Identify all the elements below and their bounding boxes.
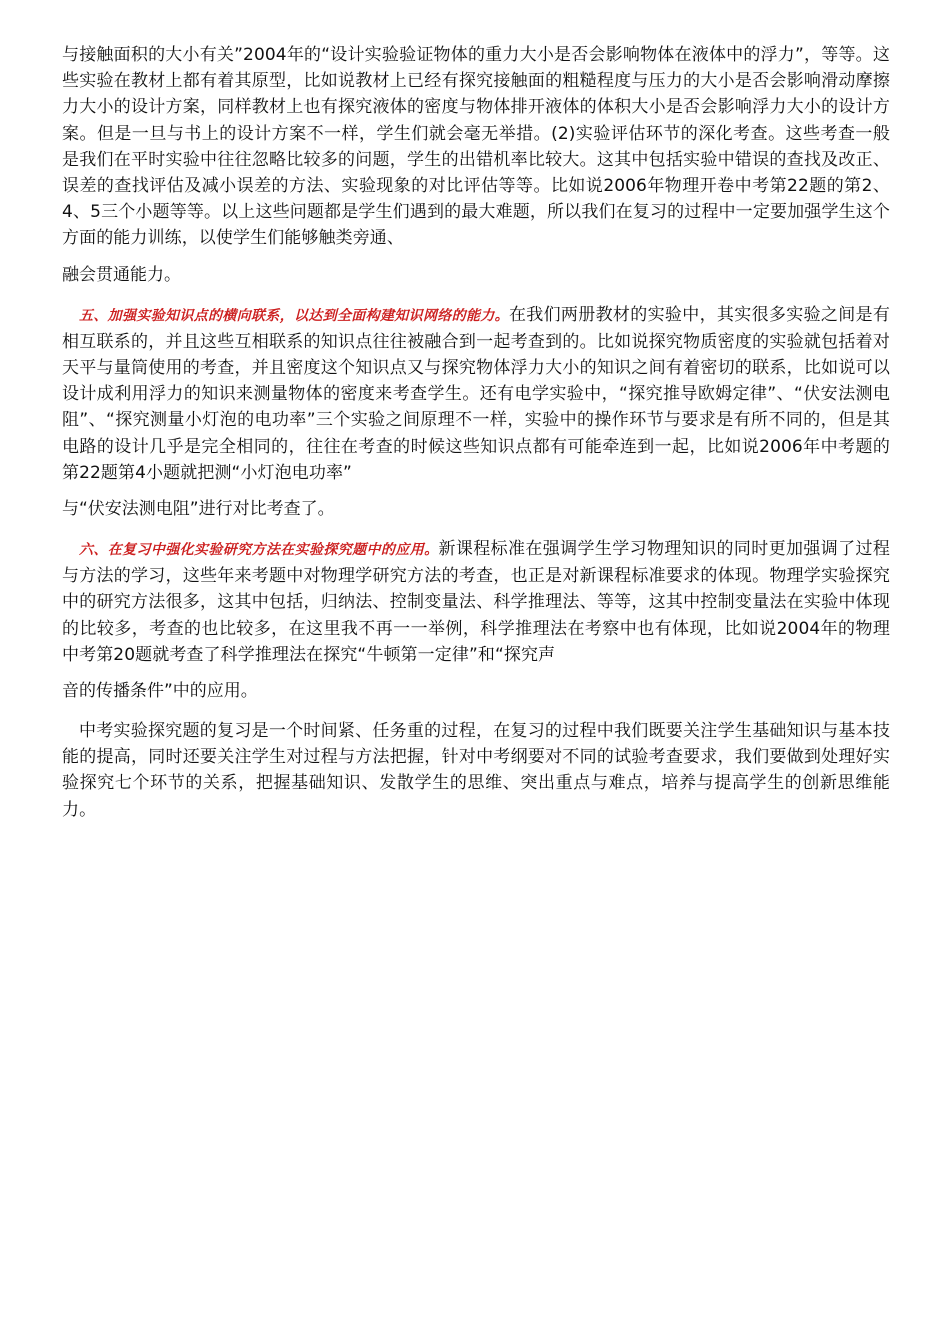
paragraph-body: 中考实验探究题的复习是一个时间紧、任务重的过程，在复习的过程中我们既要关注学生基础知识与基本技能的提高，同时还要关注学生对过程与方法把握，针对中考纲要对不同的试验考查要求，我们要做到处理好实验探究七个环节的关系，把握基础知识、发散学生的思维、突出重点与难点，培养与提高学生的创新思维能力。 [62, 721, 890, 820]
paragraph-body: 与接触面积的大小有关”2004年的“设计实验验证物体的重力大小是否会影响物体在液体中的浮力”，等等。这些实验在教材上都有着其原型，比如说教材上已经有探究接触面的粗糙程度与压力的大小是否会影响滑动摩擦力大小的设计方案，同样教材上也有探究液体的密度与物体排开液体的体积大小是否会影响浮力大小的设计方案。但是一旦与书上的设计方案不一样，学生们就会毫无举措。(2)实验评估环节的深化考查。这些考查一般是我们在平时实验中往往忽略比较多的问题，学生的出错机率比较大。这其中包括实验中错误的查找及改正、误差的查找评估及减小误差的方法、实验现象的对比评估等等。比如说2006年物理开卷中考第22题的第2、4、5三个小题等等。以上这些问题都是学生们遇到的最大难题，所以我们在复习的过程中一定要加强学生这个方面的能力训练，以使学生们能够触类旁通、 [62, 45, 890, 249]
paragraph-section-six [62, 536, 890, 704]
paragraph-conclusion [62, 718, 890, 823]
section-text: 在我们两册教材的实验中，其实很多实验之间是有相互联系的，并且这些互相联系的知识点往往被融合到一起考查到的。比如说探究物质密度的实验就包括着对天平与量筒使用的考查，并且密度这个知识点又与探究物体浮力大小的知识之间有着密切的联系，比如说可以设计成利用浮力的知识来测量物体的密度来考查学生。还有电学实验中，“探究推导欧姆定律”、“伏安法测电阻”、“探究测量小灯泡的电功率”三个实验之间原理不一样，实验中的操作环节与要求是有所不同的，但是其电路的设计几乎是完全相同的，往往在考查的时候这些知识点都有可能牵连到一起，比如说2006年中考题的第22题第4小题就把测“小灯泡电功率” [62, 304, 890, 483]
section-heading-six: 六、在复习中强化实验研究方法在实验探究题中的应用。 [79, 542, 439, 559]
paragraph-body [62, 302, 890, 486]
section-text: 新课程标准在强调学生学习物理知识的同时更加强调了过程与方法的学习，这些年来考题中对物理学研究方法的考查，也正是对新课程标准要求的体现。物理学实验探究中的研究方法很多，这其中包括，归纳法、控制变量法、科学推理法、等等，这其中控制变量法在实验中体现的比较多，考查的也比较多，在这里我不再一一举例，科学推理法在考察中也有体现，比如说2004年的物理中考第20题就考查了科学推理法在探究“牛顿第一定律”和“探究声 [62, 539, 890, 665]
paragraph-evaluation [62, 42, 890, 288]
section-heading-five: 五、加强实验知识点的横向联系，以达到全面构建知识网络的能力。 [79, 307, 509, 324]
paragraph-tail: 与“伏安法测电阻”进行对比考查了。 [62, 499, 335, 520]
paragraph-section-five [62, 302, 890, 522]
document-page [62, 42, 890, 823]
paragraph-tail: 音的传播条件”中的应用。 [62, 681, 258, 702]
paragraph-body [62, 536, 890, 668]
paragraph-tail: 融会贯通能力。 [62, 264, 181, 285]
